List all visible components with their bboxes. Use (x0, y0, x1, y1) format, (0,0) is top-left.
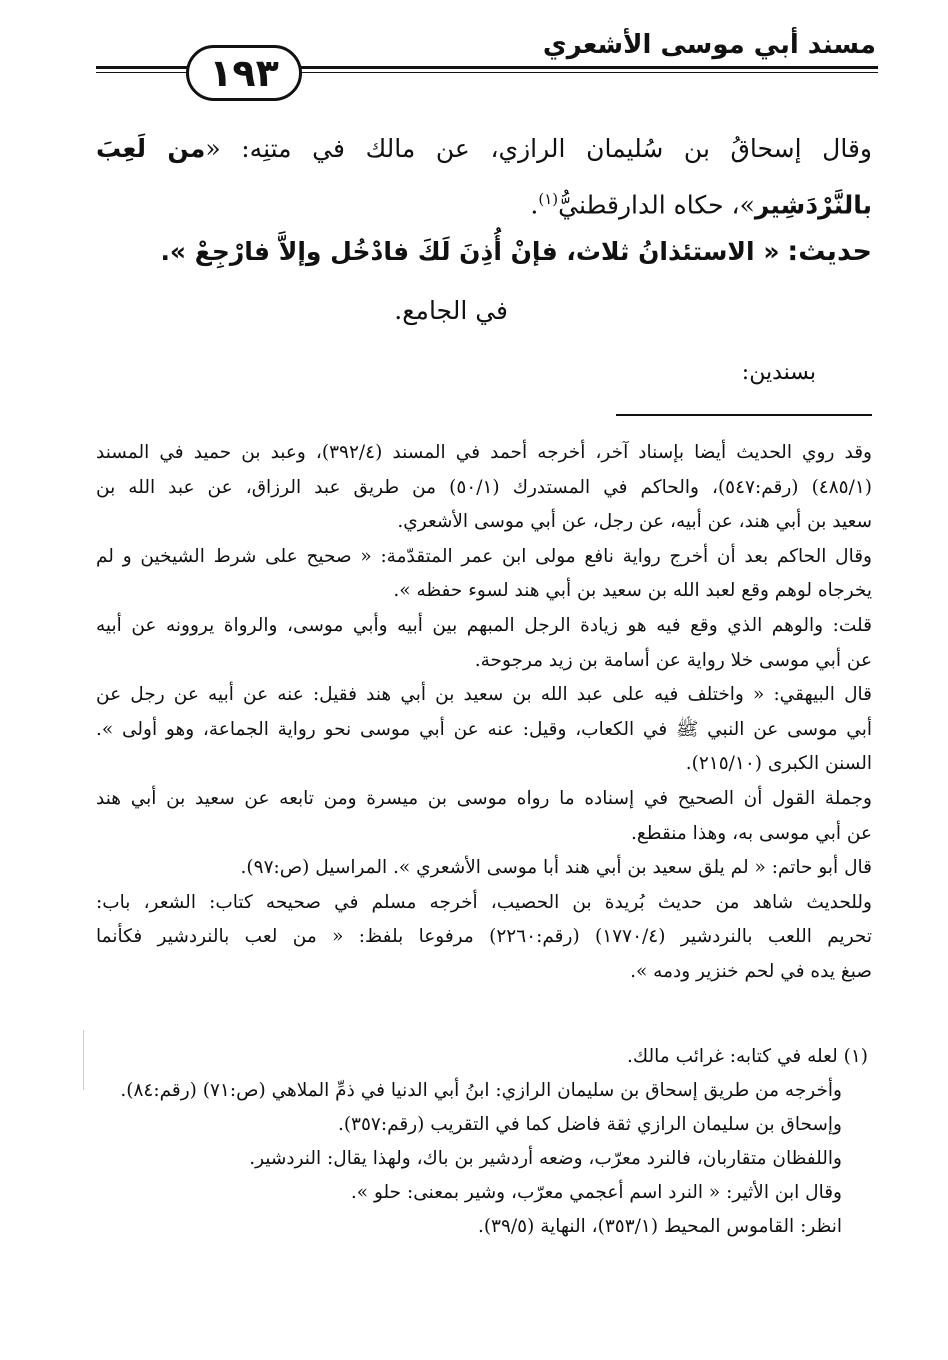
note-line: صبغ يده في لحم خنزير ودمه ». (630, 960, 872, 982)
note-line: عن أبي موسى به، وهذا منقطع. (631, 822, 872, 844)
note-line: تحريم اللعب بالنردشير (١٧٧٠/٤) (رقم:٢٢٦٠) مرفوعا بلفظ: « من لعب بالنردشير فكأنما (96, 926, 872, 948)
bisanadayn-line: بسندين: (741, 360, 816, 385)
intro-period: . (530, 190, 539, 220)
footnote-ref: (١) (538, 190, 559, 208)
note-line: (٤٨٥/١) (رقم:٥٤٧)، والحاكم في المستدرك (٥٠/١) من طريق عبد الرزاق، عن عبد الله بن (96, 476, 872, 498)
running-title: مسند أبي موسى الأشعري (542, 30, 876, 60)
footnote-line: واللفظان متقاربان، فالنرد معرّب، وضعه أردشير بن باك، ولهذا يقال: النردشير. (249, 1148, 842, 1169)
note-line: وللحديث شاهد من حديث بُريدة بن الحصيب، أخرجه مسلم في صحيحه كتاب: الشعر، باب: (96, 891, 872, 913)
footnote-block (96, 1040, 868, 1244)
note-line: يخرجاه لوهم وقع لعبد الله بن سعيد بن أبي هند لسوء حفظه ». (393, 580, 872, 602)
page-number: ١٩٣ (186, 45, 302, 101)
footnote-line: وقال ابن الأثير: « النرد اسم أعجمي معرّب، وشير بمعنى: حلو ». (350, 1182, 842, 1203)
note-line: وقال الحاكم بعد أن أخرج رواية نافع مولى ابن عمر المتقدّمة: « صحيح على شرط الشيخين و لم (96, 545, 872, 567)
footnote-line: وإسحاق بن سليمان الرازي ثقة فاضل كما في التقريب (رقم:٣٥٧). (337, 1114, 842, 1135)
note-line: وجملة القول أن الصحيح في إسناده ما رواه موسى بن ميسرة ومن تابعه عن سعيد بن أبي هند (96, 787, 872, 809)
intro-bold-quote: من لَعِبَ بالنَّرْدَشِير (96, 134, 872, 220)
note-line: السنن الكبرى (٢١٥/١٠). (685, 753, 872, 775)
note-line: سعيد بن أبي هند، عن أبيه، عن رجل، عن أبي موسى الأشعري. (397, 511, 872, 533)
note-line: أبي موسى عن النبي ﷺ في الكعاب، وقيل: عنه عن أبي موسى نحو رواية الجماعة، وهو أولى ». (96, 718, 872, 740)
note-line: قلت: والوهم الذي وقع فيه هو زيادة الرجل المبهم بين أبيه وأبي موسى، والرواة يروونه عن أبيه (96, 614, 872, 636)
jami-line: في الجامع. (394, 296, 508, 325)
notes-block (96, 436, 872, 990)
hadith-text: « الاستئذانُ ثلاث، فإنْ أُذِنَ لَكَ فادْخُل وإلاَّ فارْجِعْ ». (160, 237, 780, 266)
footnote-line: انظر: القاموس المحيط (٣٥٣/١)، النهاية (٣٩/٥). (477, 1216, 842, 1237)
note-line: وقد روي الحديث أيضا بإسناد آخر، أخرجه أحمد في المسند (٣٩٢/٤)، وعبد بن حميد في المسند (96, 442, 872, 463)
note-line: قال البيهقي: « واختلف فيه على عبد الله بن سعيد بن أبي هند فقيل: عنه عن أبيه عن رجل عن (96, 684, 872, 706)
footnote-rule (616, 414, 872, 416)
note-line: قال أبو حاتم: « لم يلق سعيد بن أبي هند أبا موسى الأشعري ». المراسيل (ص:٩٧). (240, 857, 872, 879)
footnote-line: وأخرجه من طريق إسحاق بن سليمان الرازي: ابنُ أبي الدنيا في ذمِّ الملاهي (ص:٧١) (رقم:٨٤). (120, 1080, 842, 1101)
intro-end: »، حكاه الدارقطنيُّ (558, 190, 755, 220)
intro-text: وقال إسحاقُ بن سُليمان الرازي، عن مالك في متنِه: « (205, 134, 872, 163)
intro-paragraph (96, 124, 872, 230)
hadith-label: حديث: (787, 236, 872, 267)
margin-mark (83, 1030, 84, 1090)
footnote-head: (١) لعله في كتابه: غرائب مالك. (627, 1046, 868, 1067)
hadith-line (96, 236, 872, 267)
note-line: عن أبي موسى خلا رواية عن أسامة بن زيد مرجوحة. (474, 649, 872, 671)
